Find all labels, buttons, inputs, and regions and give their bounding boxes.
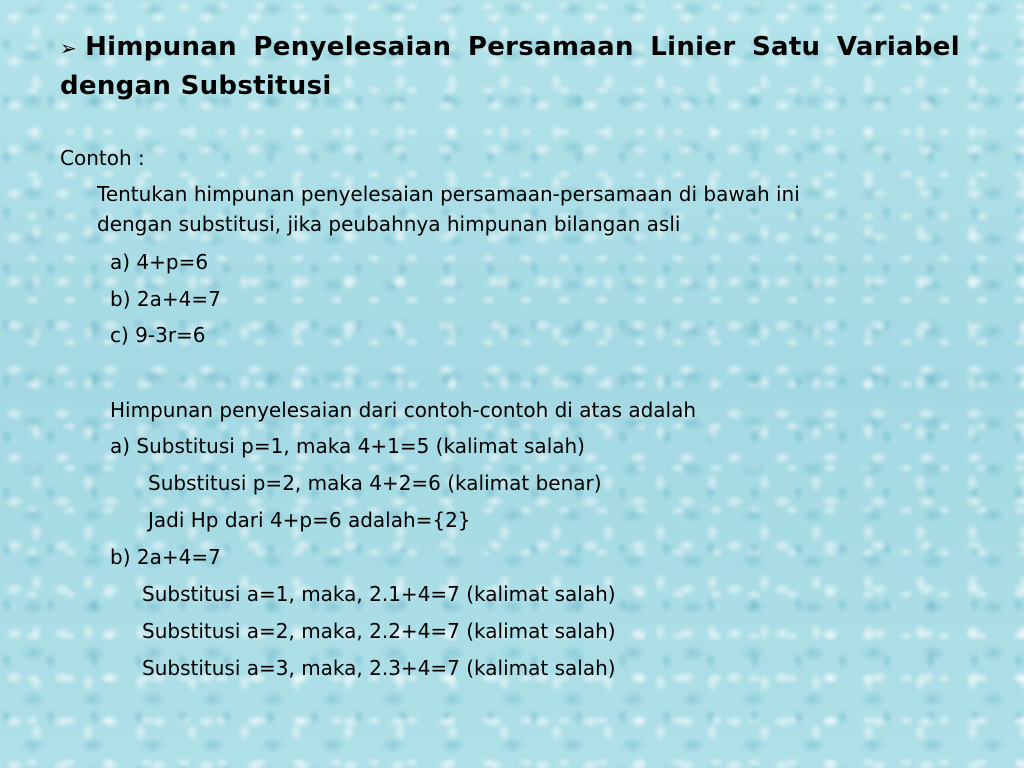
example-label: Contoh : xyxy=(60,146,145,170)
solution-b-line-3: Substitusi a=3, maka, 2.3+4=7 (kalimat salah) xyxy=(142,656,616,680)
title-word-1: ➢ Himpunan xyxy=(60,32,237,62)
title-word-4: Linier xyxy=(650,32,736,62)
solution-a-line-1: a) Substitusi p=1, maka 4+1=5 (kalimat salah) xyxy=(110,434,585,458)
title-word-5: Satu xyxy=(751,32,821,62)
solution-b-line-1: Substitusi a=1, maka, 2.1+4=7 (kalimat salah) xyxy=(142,582,616,606)
example-item-a: a) 4+p=6 xyxy=(110,250,209,274)
solution-b-header: b) 2a+4=7 xyxy=(110,545,221,569)
solution-a-line-2: Substitusi p=2, maka 4+2=6 (kalimat benar) xyxy=(148,471,602,495)
title-word-2: Penyelesaian xyxy=(253,32,452,62)
instruction-line-1: Tentukan himpunan penyelesaian persamaan-persamaan di bawah ini xyxy=(97,182,800,206)
title-word-6: Variabel xyxy=(836,32,960,62)
title-line-1 xyxy=(60,28,960,67)
title-line-2: dengan Substitusi xyxy=(60,71,332,101)
solution-b-line-2: Substitusi a=2, maka, 2.2+4=7 (kalimat salah) xyxy=(142,619,616,643)
title-word-3: Persamaan xyxy=(467,32,634,62)
example-item-b: b) 2a+4=7 xyxy=(110,287,221,311)
arrow-bullet-icon: ➢ xyxy=(60,36,78,60)
example-item-c: c) 9-3r=6 xyxy=(110,323,206,347)
solution-a-line-3: Jadi Hp dari 4+p=6 adalah={2} xyxy=(148,508,471,532)
solution-intro: Himpunan penyelesaian dari contoh-contoh di atas adalah xyxy=(110,398,697,422)
slide-title xyxy=(60,28,960,105)
instruction-line-2: dengan substitusi, jika peubahnya himpunan bilangan asli xyxy=(97,212,681,236)
